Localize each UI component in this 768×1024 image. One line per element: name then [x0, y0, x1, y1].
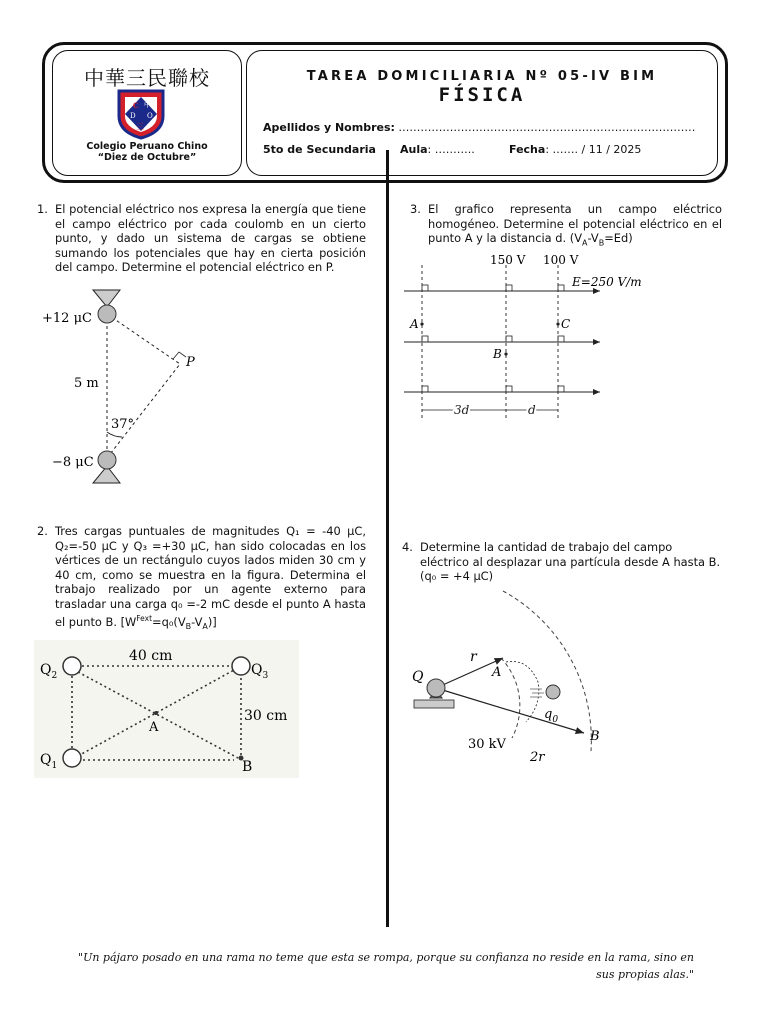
potential-label: 30 kV — [468, 737, 506, 752]
point-b-label: B — [242, 759, 253, 775]
angle-label: 37° — [111, 417, 135, 432]
logo-letter-san: 三 — [136, 122, 144, 131]
logo-letter-o: O — [147, 112, 153, 120]
figure-q3-field — [400, 250, 650, 425]
two-r-label: 2r — [530, 750, 545, 765]
logo-letter-c: C — [133, 101, 139, 110]
figure-q2-rectangle — [34, 640, 299, 778]
distance-label: 5 m — [74, 376, 99, 391]
fecha-field: Fecha: ……. / 11 / 2025 — [509, 143, 642, 156]
question-2: 2. Tres cargas puntuales de magnitudes Q₁ = -40 μC, Q₂=-50 μC y Q₃ =+30 μC, han sido colocadas en los vértices de un rectángulo cuyos lados miden 30 cm y 40 cm, como se muestra en la figura. Determina el trabajo realizado por un agente externo para trasladar una carga q₀ =-2 mC desde el punto A hasta el punto B. $[W^{Fext}=q_0(V_B-V_A)]$ — [37, 524, 366, 631]
point-a-label: A — [410, 317, 419, 331]
point-a-label: A — [149, 720, 159, 735]
charge-q-label: Q — [412, 669, 424, 685]
q3-charge-label: $Q_3$ — [251, 662, 269, 681]
q2-charge-label: $Q_2$ — [40, 662, 58, 681]
point-b-label: B — [590, 729, 600, 744]
q1-charge-label: $Q_1$ — [40, 752, 58, 771]
field-label: E=250 V/m — [572, 275, 642, 289]
point-c-label: C — [561, 317, 571, 331]
point-p-label: P — [186, 355, 195, 370]
figure-q1-charges — [30, 286, 230, 486]
charge-bottom-label: −8 μC — [52, 455, 94, 470]
aula-field: Aula: ……….. — [400, 143, 475, 156]
homework-title: TAREA DOMICILIARIA Nº 05-IV BIM — [306, 69, 658, 84]
question-1: 1. El potencial eléctrico nos expresa la energía que tiene el campo eléctrico por cada coulomb en un cierto punto, y dado un sistema de cargas se obtiene sumando los potenciales que hay en cierta posición del campo. Determine el potencial eléctrico en P. — [37, 202, 366, 275]
question-4: 4. Determine la cantidad de trabajo del campo eléctrico al desplazar una partícula desde A hasta B. (q₀ = +4 μC) — [402, 540, 721, 584]
q0-label: $q_0$ — [544, 707, 559, 725]
grade-label: 5to de Secundaria — [263, 143, 376, 156]
footer-quote: "Un pájaro posado en una rama no teme que esta se rompa, porque su confianza no reside en la rama, sino en sus propias alas." — [78, 951, 694, 981]
school-chinese-name: 中華三民聯校 — [84, 66, 210, 90]
school-logo — [116, 88, 166, 140]
school-name: Colegio Peruano Chino “Diez de Octubre” — [86, 141, 208, 163]
names-field: Apellidos y Nombres: ……………………………………………………………………… — [263, 121, 696, 134]
height-label: 30 cm — [244, 708, 288, 724]
potential-100-label: 100 V — [543, 253, 579, 267]
subject-title: FÍSICA — [438, 84, 526, 106]
width-label: 40 cm — [129, 648, 173, 664]
distance-3d-label: 3d — [454, 403, 470, 417]
point-b-label: B — [493, 347, 502, 361]
column-divider — [386, 150, 389, 927]
logo-letter-d: D — [130, 112, 136, 120]
charge-top-label: +12 μC — [42, 311, 92, 326]
question-3: 3. El grafico representa un campo eléctrico homogéneo. Determine el potencial eléctrico en el punto A y la distancia d. $(V_A-V_B=Ed)$ — [410, 202, 722, 248]
r-label: r — [470, 649, 477, 665]
distance-d-label: d — [528, 403, 536, 417]
figure-q4-equipotentials — [408, 586, 638, 766]
point-a-label: A — [492, 665, 502, 680]
potential-150-label: 150 V — [490, 253, 526, 267]
logo-letter-zhong: 中 — [144, 101, 151, 109]
